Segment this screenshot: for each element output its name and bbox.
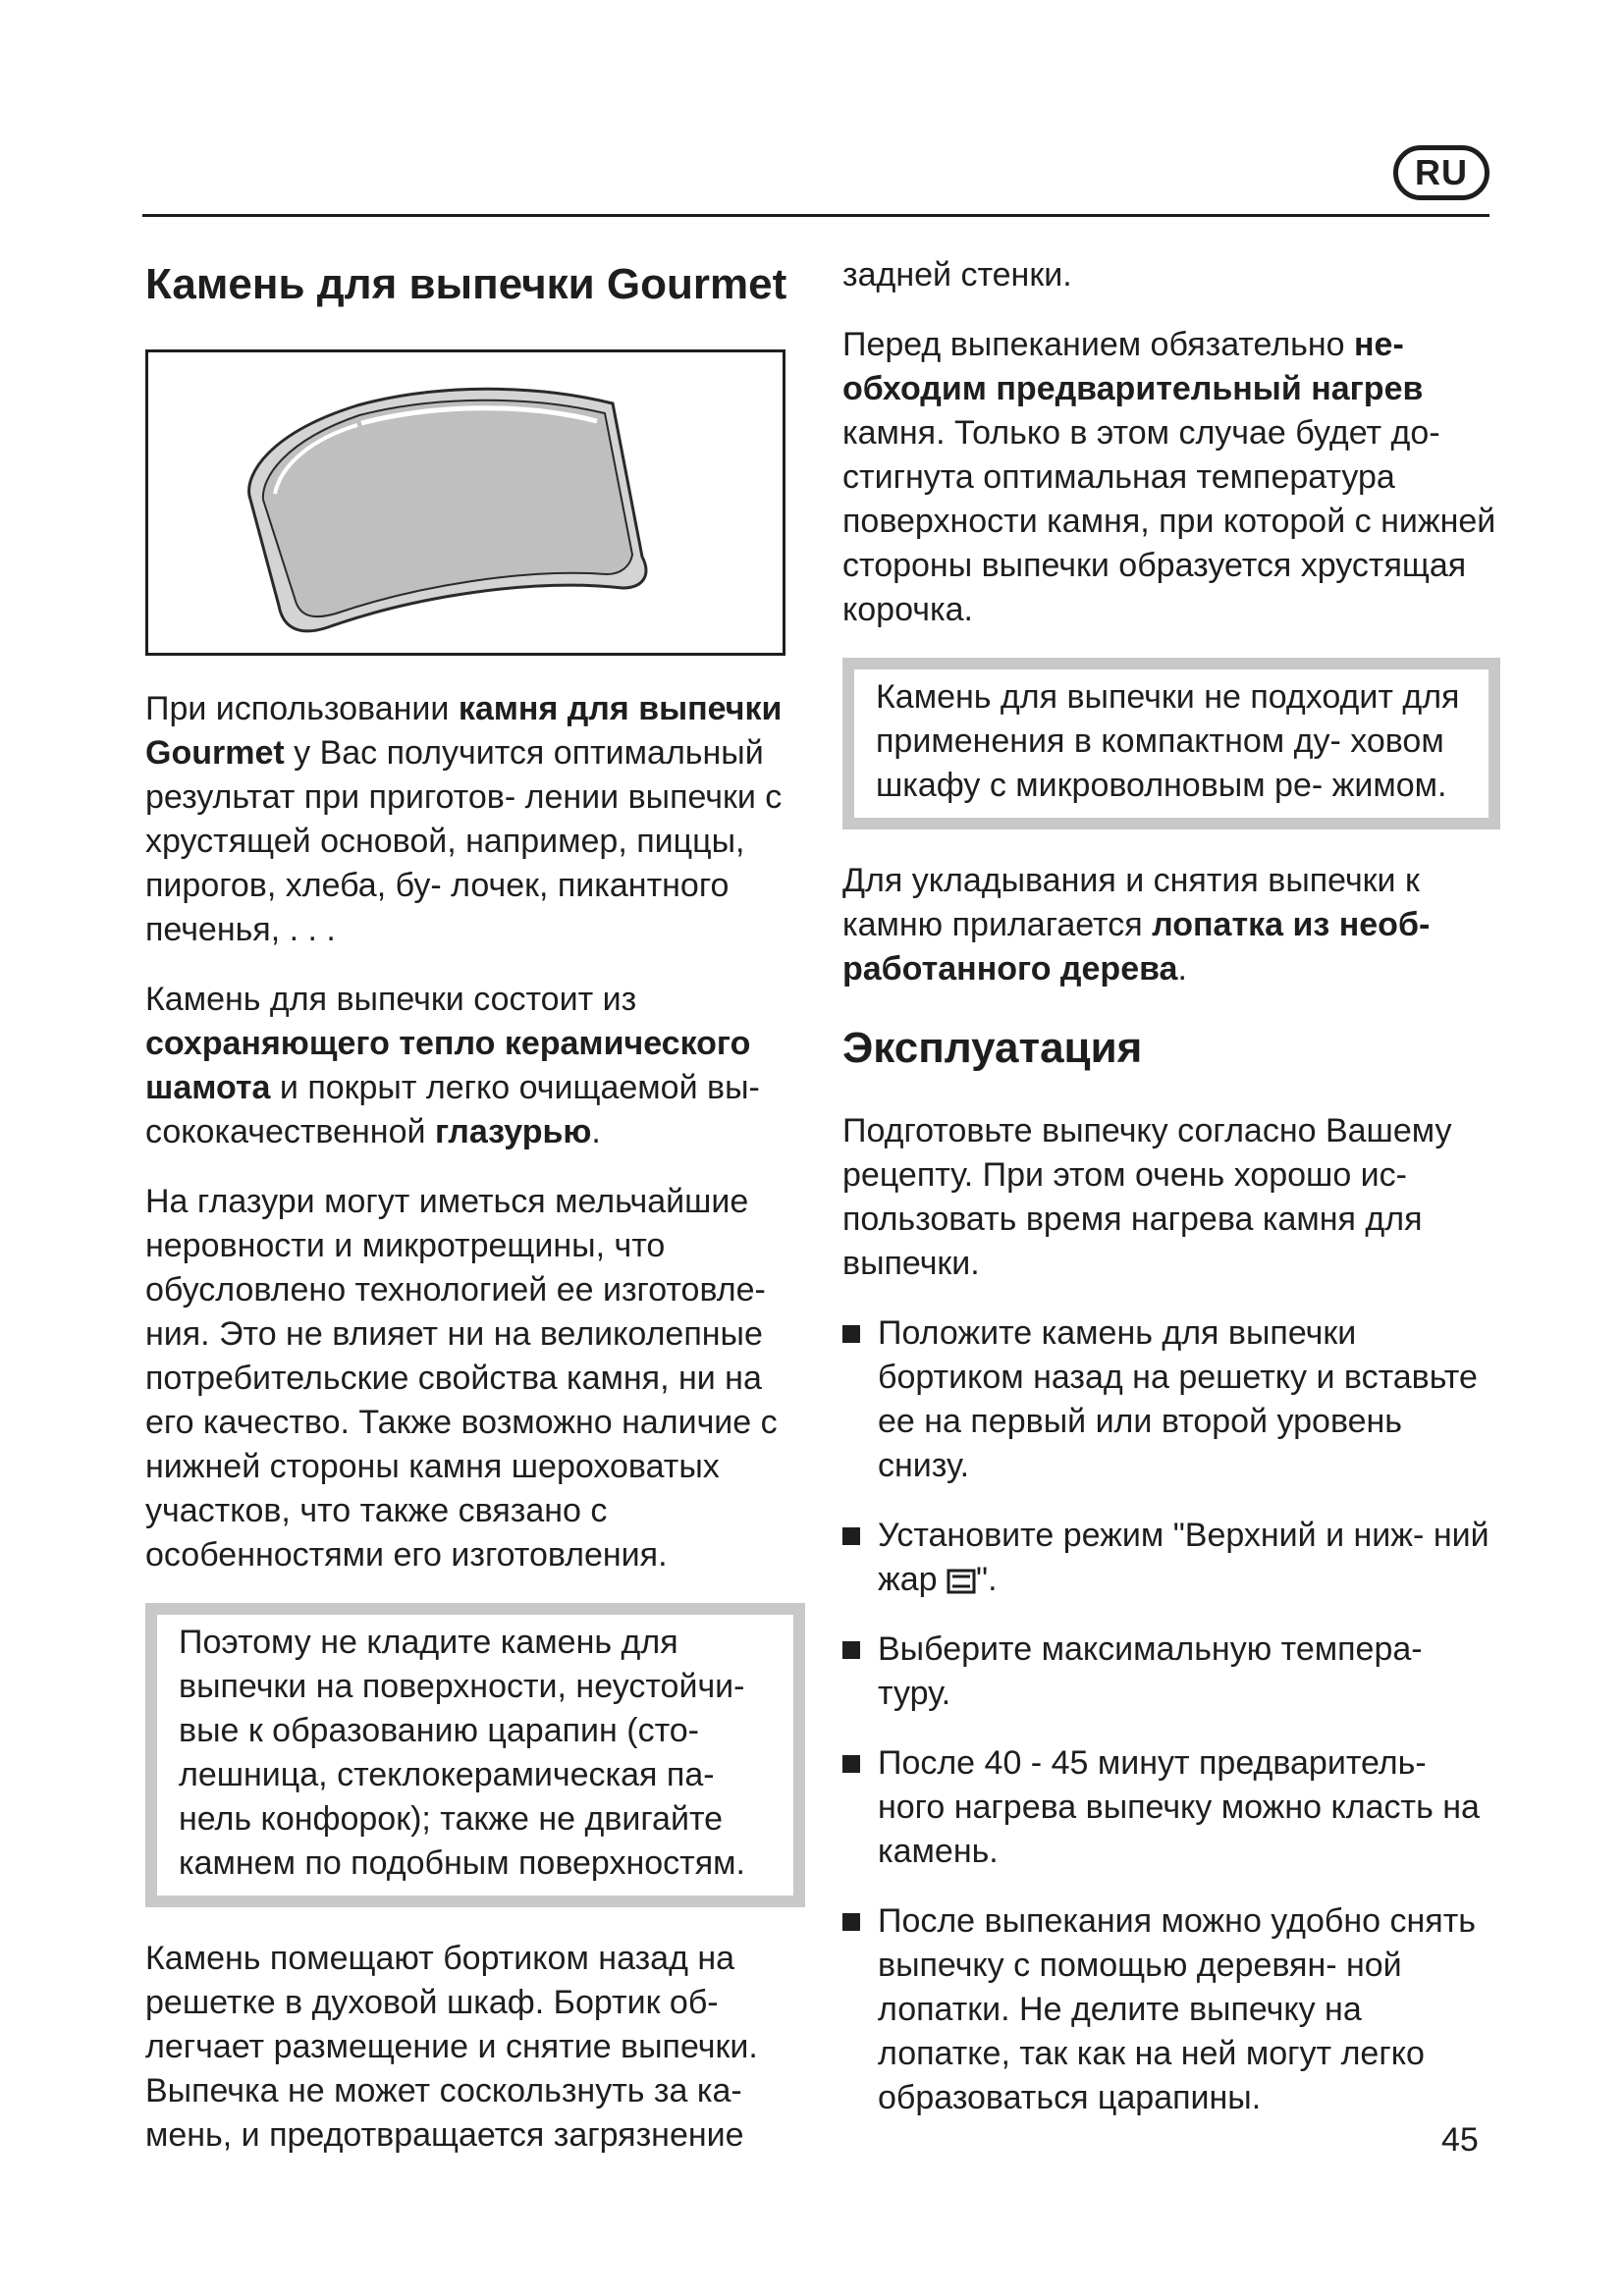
material-paragraph: Камень для выпечки состоит из сохраняющего тепло керамического шамота и покрыт легко очищаемой вы- сококачественной глазурью. [145,981,760,1150]
list-item: Положите камень для выпечки бортиком назад на решетку и вставьте ее на первый или второй уровень снизу. [842,1311,1500,1488]
placement-continuation: задней стенки. [842,256,1072,294]
preheat-paragraph: Перед выпеканием обязательно не- обходим предварительный нагрев камня. Только в этом случае будет до- стигнута оптимальная температура поверхности камня, при которой с нижней стороны выпечки образуется хрустящая корочка. [842,326,1496,628]
list-item: После выпекания можно удобно снять выпечку с помощью деревян- ной лопатки. Не делите выпечку на лопатке, так как на ней могут легко образоваться царапины. [842,1899,1500,2120]
microwave-note-text: Камень для выпечки не подходит для применения в компактном ду- ховом шкафу с микроволновым ре- жимом. [876,678,1460,804]
language-badge: RU [1393,145,1489,200]
square-bullet-icon [842,1527,860,1545]
list-item: Выберите максимальную темпера- туру. [842,1628,1500,1716]
left-column [145,253,805,2183]
baking-stone-illustration-icon [210,370,721,635]
list-item: Установите режим "Верхний и ниж- ний жар ". [842,1514,1500,1602]
header-rule [142,214,1489,217]
warning-note-text: Поэтому не кладите камень для выпечки на поверхности, неустойчи- вые к образованию царапин (сто- лешница, стеклокерамическая па- нель конфорок); также не двигайте камнем по подобным поверхностям. [179,1624,745,1882]
square-bullet-icon [842,1641,860,1659]
baking-stone-figure [145,349,785,656]
top-bottom-heat-icon [947,1569,976,1594]
paddle-paragraph: Для укладывания и снятия выпечки к камню прилагается лопатка из необ- работанного дерева. [842,862,1431,988]
square-bullet-icon [842,1325,860,1343]
right-column [842,253,1500,2146]
square-bullet-icon [842,1755,860,1773]
square-bullet-icon [842,1913,860,1931]
list-item: После 40 - 45 минут предваритель- ного нагрева выпечку можно класть на камень. [842,1741,1500,1874]
page-number: 45 [1441,2121,1479,2159]
warning-note [145,1603,805,1907]
operation-heading: Эксплуатация [842,1024,1143,1072]
glaze-paragraph: На глазури могут иметься мельчайшие неровности и микротрещины, что обусловлено технологией ее изготовле- ния. Это не влияет ни на великолепные потребительские свойства камня, ни на его качество. Также возможно наличие с нижней стороны камня шероховатых участков, что также связано с особенностями его изготовления. [145,1183,778,1574]
section-title: Камень для выпечки Gourmet [145,260,787,308]
intro-paragraph: При использовании камня для выпечки Gourmet у Вас получится оптимальный результат при приготов- лении выпечки с хрустящей основой, например, пиццы, пирогов, хлеба, бу- лочек, пикантного печенья, . . . [145,690,783,948]
placement-paragraph: Камень помещают бортиком назад на решетке в духовой шкаф. Бортик об- легчает размещение и снятие выпечки. Выпечка не может соскользнуть за ка- мень, и предотвращается загрязнение [145,1940,758,2154]
operation-intro: Подготовьте выпечку согласно Вашему рецепту. При этом очень хорошо ис- пользовать время нагрева камня для выпечки. [842,1112,1452,1282]
microwave-note [842,658,1500,829]
operation-steps [842,1311,1500,2120]
